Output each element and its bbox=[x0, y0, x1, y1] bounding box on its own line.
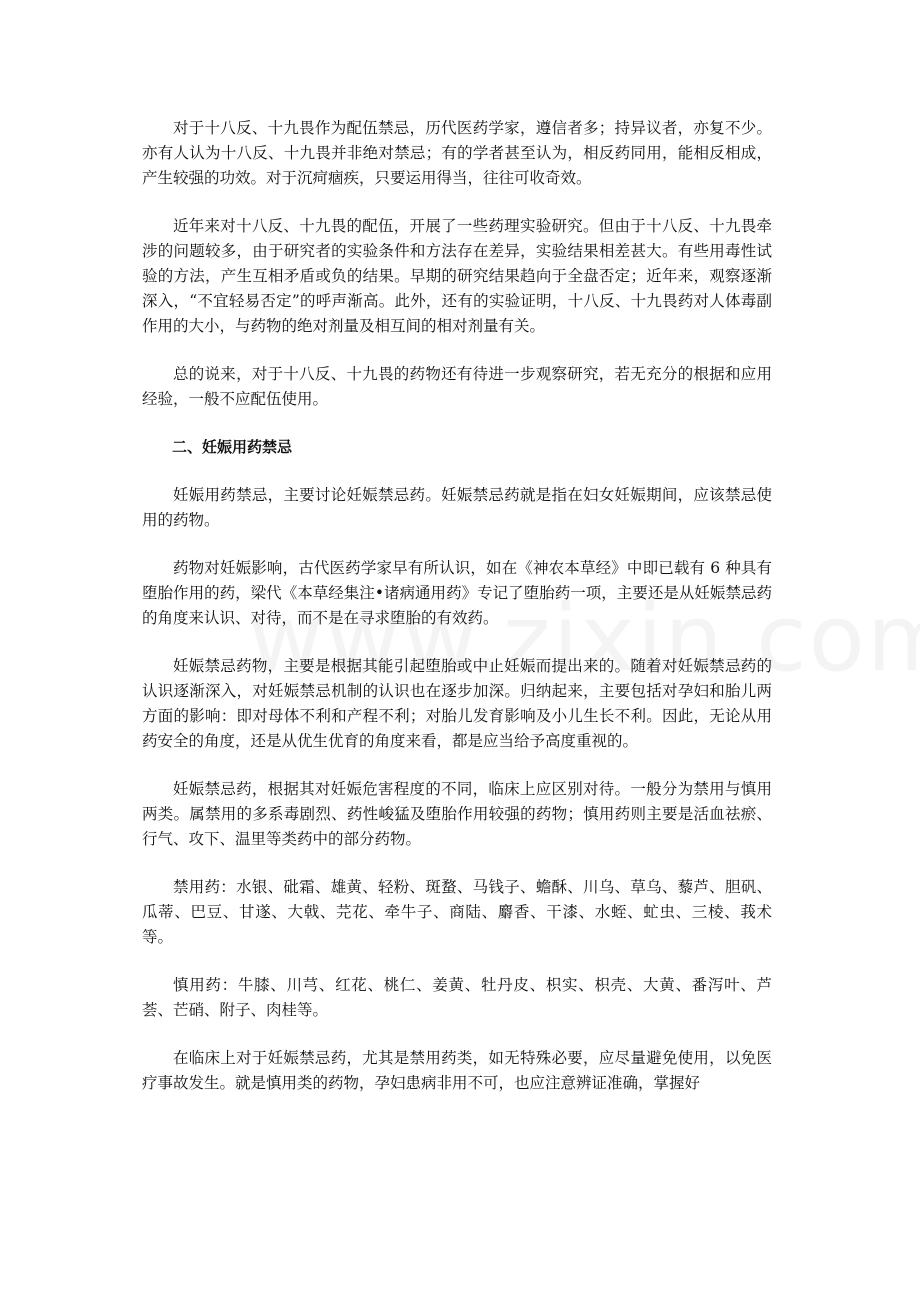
paragraph-conclusion: 总的说来，对于十八反、十九畏的药物还有待进一步观察研究，若无充分的根据和应用经验，一般不应配伍使用。 bbox=[142, 365, 772, 408]
paragraph-mechanism: 妊娠禁忌药物，主要是根据其能引起堕胎或中止妊娠而提出来的。随着对妊娠禁忌药的认识逐渐深入，对妊娠禁忌机制的认识也在逐步加深。归纳起来，主要包括对孕妇和胎儿两方面的影响：即对母体不利和产程不利；对胎儿发育影响及小儿生长不利。因此，无论从用药安全的角度，还是从优生优育的角度来看，都是应当给予高度重视的。 bbox=[142, 657, 772, 750]
paragraph-classification: 妊娠禁忌药，根据其对妊娠危害程度的不同，临床上应区别对待。一般分为禁用与慎用两类。属禁用的多系毒剧烈、药性峻猛及堕胎作用较强的药物；慎用药则主要是活血祛瘀、行气、攻下、温里等类药中的部分药物。 bbox=[142, 780, 772, 848]
paragraph-historical-awareness: 药物对妊娠影响，古代医药学家早有所认识，如在《神农本草经》中即已载有 6 种具有堕胎作用的药，梁代《本草经集注•诸病通用药》专记了堕胎药一项，主要还是从妊娠禁忌药的角度来认识、对待，而不是在寻求堕胎的有效药。 bbox=[142, 559, 772, 627]
paragraph-cautious-drugs: 慎用药：牛膝、川芎、红花、桃仁、姜黄、牡丹皮、枳实、枳壳、大黄、番泻叶、芦荟、芒硝、附子、肉桂等。 bbox=[142, 976, 772, 1019]
paragraph-eighteen-nineteen-controversy: 对于十八反、十九畏作为配伍禁忌，历代医药学家，遵信者多；持异议者，亦复不少。亦有人认为十八反、十九畏并非绝对禁忌；有的学者甚至认为，相反药同用，能相反相成，产生较强的功效。对于沉疴痼疾，只要运用得当，往往可收奇效。 bbox=[142, 119, 772, 187]
paragraph-pharmacology-research: 近年来对十八反、十九畏的配伍，开展了一些药理实验研究。但由于十八反、十九畏牵涉的问题较多，由于研究者的实验条件和方法存在差异，实验结果相差甚大。有些用毒性试验的方法，产生互相矛盾或负的结果。早期的研究结果趋向于全盘否定；近年来，观察逐渐深入，“不宜轻易否定”的呼声渐高。此外，还有的实验证明，十八反、十九畏药对人体毒副作用的大小，与药物的绝对剂量及相互间的相对剂量有关。 bbox=[142, 217, 772, 335]
paragraph-prohibited-drugs: 禁用药：水银、砒霜、雄黄、轻粉、斑蝥、马钱子、蟾酥、川乌、草乌、藜芦、胆矾、瓜蒂、巴豆、甘遂、大戟、芫花、牵牛子、商陆、麝香、干漆、水蛭、虻虫、三棱、莪术等。 bbox=[142, 878, 772, 946]
paragraph-clinical-advice: 在临床上对于妊娠禁忌药，尤其是禁用药类，如无特殊必要，应尽量避免使用，以免医疗事故发生。就是慎用类的药物，孕妇患病非用不可，也应注意辨证准确，掌握好 bbox=[142, 1049, 772, 1092]
paragraph-pregnancy-definition: 妊娠用药禁忌，主要讨论妊娠禁忌药。妊娠禁忌药就是指在妇女妊娠期间，应该禁忌使用的药物。 bbox=[142, 486, 772, 529]
section-heading-pregnancy-contraindications: 二、妊娠用药禁忌 bbox=[172, 438, 293, 456]
document-body bbox=[142, 116, 772, 1119]
